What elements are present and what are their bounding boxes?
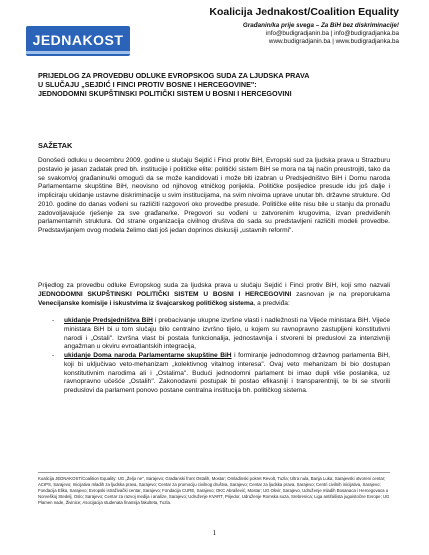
bullet-dash: -: [52, 352, 55, 359]
title-line-1: PRIJEDLOG ZA PROVEDBU ODLUKE EVROPSKOG SUDA ZA LJUDSKA PRAVA: [38, 71, 310, 80]
paragraph2-pre: Prijedlog za provedbu odluke Evropskog suda za ljudska prava u slučaju Sejdić i Finci protiv BiH, koji smo nazvali: [38, 282, 390, 289]
paragraph2-post: , a predviđa:: [253, 299, 290, 307]
list-item: [38, 317, 390, 352]
logo-text: JEDNAKOST: [32, 32, 124, 48]
bullet-2-title: ukidanje Doma naroda Parlamentarne skupštine BiH: [64, 352, 232, 359]
jednakost-logo: [26, 26, 130, 56]
bullet-1-text: i prebacivanje ukupne izvršne vlasti i nadležnosti na Vijeće ministara BiH. Vijeće ministara BiH bi u tom slučaju bilo centralno izvršno tijelo, u kojem su ravnopravno zastupljeni konstitutivni narodi i „Ostali". Izvršna vlast bi postala funkcionalija, jednostavnija i stvoreni bi preduslovi za intenzivniji angažman u okviru evroatlantskih integracija,: [64, 317, 390, 351]
bullet-1-title: ukidanje Predsjedništva BiH: [64, 317, 153, 324]
footer-divider: [38, 472, 390, 473]
org-name: Koalicija Jednakost/Coalition Equality: [209, 6, 399, 18]
summary-paragraph-1: Donošeći odluku u decembru 2009. godine u slučaju Sejdić i Finci protiv BiH, Evropski sud za ljudska prava u Strazburu postavio je jasan zadatak pred bh. institucije i političke elite: politički sistem BiH se mora na taj način preustrojiti, tako da se svakom/oj građaninu/ki omogući da se može kandidovati i može biti izabran u Predsjedništvo BiH i Domu naroda Parlamentarne skupštine BiH, neovisno od njihovog etničkog porijekla. Političke posljedice presude idu još dalje i impliciraju ukidanje ustavne diskriminacije u svim institucijama, na svim nivoima uprave unutar bh. državne strukture. Od 2010. godine do danas vođeni su različiti razgovori oko provedbe presude. Političke elite nisu bile u stanju da pronađu zadovoljavajuće rješenje za sve građane/ke. Pregovori su vođeni u zatvorenim krugovima, izvan predviđenih parlamentarnih struktura. Od strane organizacija civilnog društva do sada su predstavljeni različiti modeli provedbe. Predstavljanjem ovog modela želimo dati još jedan doprinos diskusiji „ustavnih reformi".: [38, 157, 390, 234]
title-line-2: U SLUČAJU „SEJDIĆ I FINCI PROTIV BOSNE I HERCEGOVINE":: [38, 80, 257, 90]
org-emails[interactable]: info@budigradjanin.ba | info@budigradjanka.ba: [265, 30, 399, 37]
title-line-3: JEDNODOMNI SKUPŠTINSKI POLITIČKI SISTEM U BOSNI I HERCEGOVINI: [38, 89, 292, 99]
summary-paragraph-2: [38, 282, 390, 308]
paragraph2-mid: zasnovan je na preporukama: [291, 290, 390, 298]
org-websites[interactable]: www.budigradjanin.ba | www.budigradjanka.ba: [268, 38, 399, 45]
paragraph2-bold-source: Venecijanske komisije i iskustvima iz švajcarskog političkog sistema: [38, 299, 254, 307]
proposal-list: [38, 317, 390, 396]
page-number: 1: [212, 528, 217, 537]
bullet-dash: -: [52, 317, 55, 324]
bullet-2-text: i formiranje jednodomnog državnog parlamenta BiH, koji bi uključivao veto-mehanizam „kolektivnog vitalnog interesa". Ovaj veto mehanizam bi bio dostupan konstitutivnim narodima ali i „Ostalima". Budući jednodomni parlament bi imao dupli više poslanika, uz ravnopravno učešće „Ostalih". Zakonodavni postupak bi postao efikasniji i transparentniji, te bi se stvorili preduslovi da parlament ponovo postane centralna institucija bh. političkog sistema.: [64, 352, 390, 394]
paragraph2-bold-model: JEDNODOMNI SKUPŠTINSKI POLITIČKI SISTEM U BOSNI I HERCEGOVINI: [38, 290, 292, 298]
org-tagline: Građanin/ka prije svega – Za BiH bez diskriminacije!: [242, 22, 399, 29]
document-title: [38, 71, 390, 99]
letterhead: [139, 6, 399, 46]
list-item: [38, 352, 390, 396]
section-heading: SAŽETAK: [38, 141, 73, 150]
footer-members: Koalicija JEDNAKOST/Coalition Equality: UG „Željo ne", Sarajevo; Građanski front Ostalih, Mostar; Omladinski pokret Revolt, Tuzla; Ultra nula, Banja Luka; Sarajevski otvoreni centar; ACIPS, Sarajevo; Inicijativa mladih za ljudska prava, Sarajevo; Centar za promociju civilnog društva, Sarajevo; Centar za ljudska prava, Sarajevo; Centri civilnih inicijativa, Sarajevo; Fondacija Elika, Sarajevo; Evropski istraživački centar, Sarajevo; Fondacija CURE, Sarajevo; OKC Abrašević, Mostar; UG Okvir, Sarajevo, Udruženje mladih Bosanaca i Hercegovaca u Norveškoj Stedelj, Oslo; Sarajevo; Centar za razvoj medija i analize, Sarajevo; Udruženje KVART, Prijedor, Udruženje Romska suza, Srebrenica; Liga antifašista jugoistočne Evrope; UG Plamen nade, Živinice; Asocijacija studenata finansija fakulteta, Tuzla.: [38, 476, 390, 505]
logo-stripe: [26, 51, 130, 54]
